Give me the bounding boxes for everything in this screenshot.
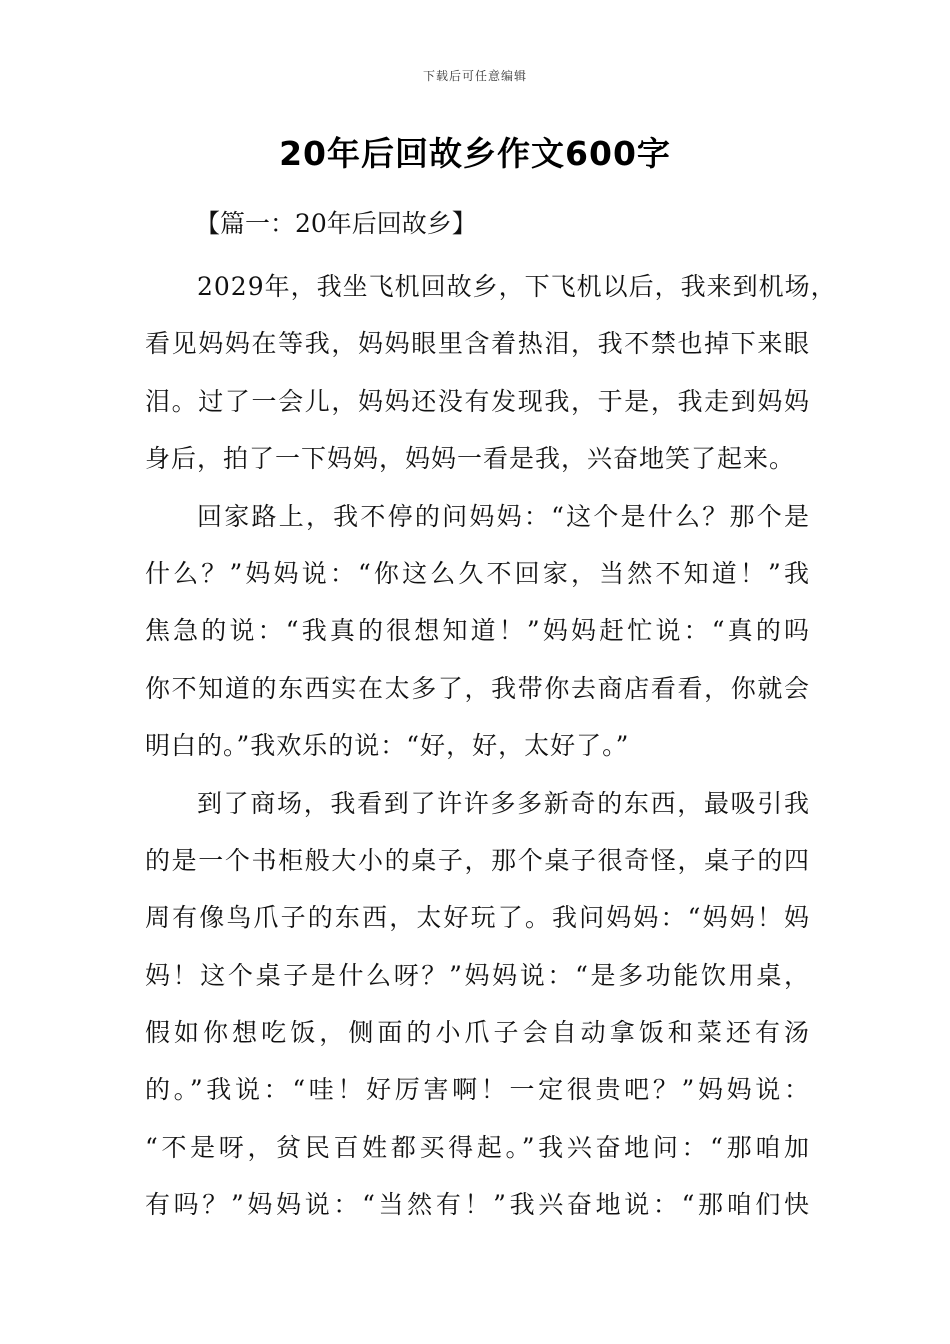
paragraph-1 bbox=[145, 258, 837, 488]
text-line: 有吗？”妈妈说：“当然有！”我兴奋地说：“那咱们快 bbox=[145, 1190, 810, 1220]
text-line: 2029年，我坐飞机回故乡，下飞机以后，我来到机场， bbox=[197, 272, 837, 301]
text-line: 假如你想吃饭，侧面的小爪子会自动拿饭和菜还有汤 bbox=[145, 1018, 810, 1048]
text-line: 的是一个书柜般大小的桌子，那个桌子很奇怪，桌子的四 bbox=[145, 845, 810, 875]
text-line: 到了商场，我看到了许许多多新奇的东西，最吸引我 bbox=[197, 788, 810, 818]
paragraph-2 bbox=[145, 488, 810, 775]
text-line: 看见妈妈在等我，妈妈眼里含着热泪，我不禁也掉下来眼 bbox=[145, 329, 810, 359]
paragraph-3 bbox=[145, 775, 810, 1234]
text-line: 妈！这个桌子是什么呀？”妈妈说：“是多功能饮用桌， bbox=[145, 960, 810, 990]
text-line: 回家路上，我不停的问妈妈：“这个是什么？那个是 bbox=[197, 501, 810, 531]
text-line: 的。”我说：“哇！好厉害啊！一定很贵吧？”妈妈说： bbox=[145, 1075, 810, 1105]
text-line: 明白的。”我欢乐的说：“好，好，太好了。” bbox=[145, 731, 630, 761]
text-line: 什么？”妈妈说：“你这么久不回家，当然不知道！”我 bbox=[145, 558, 810, 588]
text-line: “不是呀，贫民百姓都买得起。”我兴奋地问：“那咱加 bbox=[145, 1132, 810, 1162]
text-line: 你不知道的东西实在太多了，我带你去商店看看，你就会 bbox=[145, 673, 810, 703]
text-line: 周有像鸟爪子的东西，太好玩了。我问妈妈：“妈妈！妈 bbox=[145, 903, 810, 933]
text-line: 焦急的说：“我真的很想知道！”妈妈赶忙说：“真的吗 bbox=[145, 616, 810, 646]
page-header-note: 下载后可任意编辑 bbox=[422, 69, 527, 83]
document-body bbox=[145, 200, 837, 1234]
section-heading: 【篇一：20年后回故乡】 bbox=[195, 209, 477, 238]
document-title: 20年后回故乡作文600字 bbox=[279, 134, 671, 173]
text-line: 泪。过了一会儿，妈妈还没有发现我，于是，我走到妈妈 bbox=[145, 386, 810, 416]
text-line: 身后，拍了一下妈妈，妈妈一看是我，兴奋地笑了起来。 bbox=[145, 444, 796, 474]
